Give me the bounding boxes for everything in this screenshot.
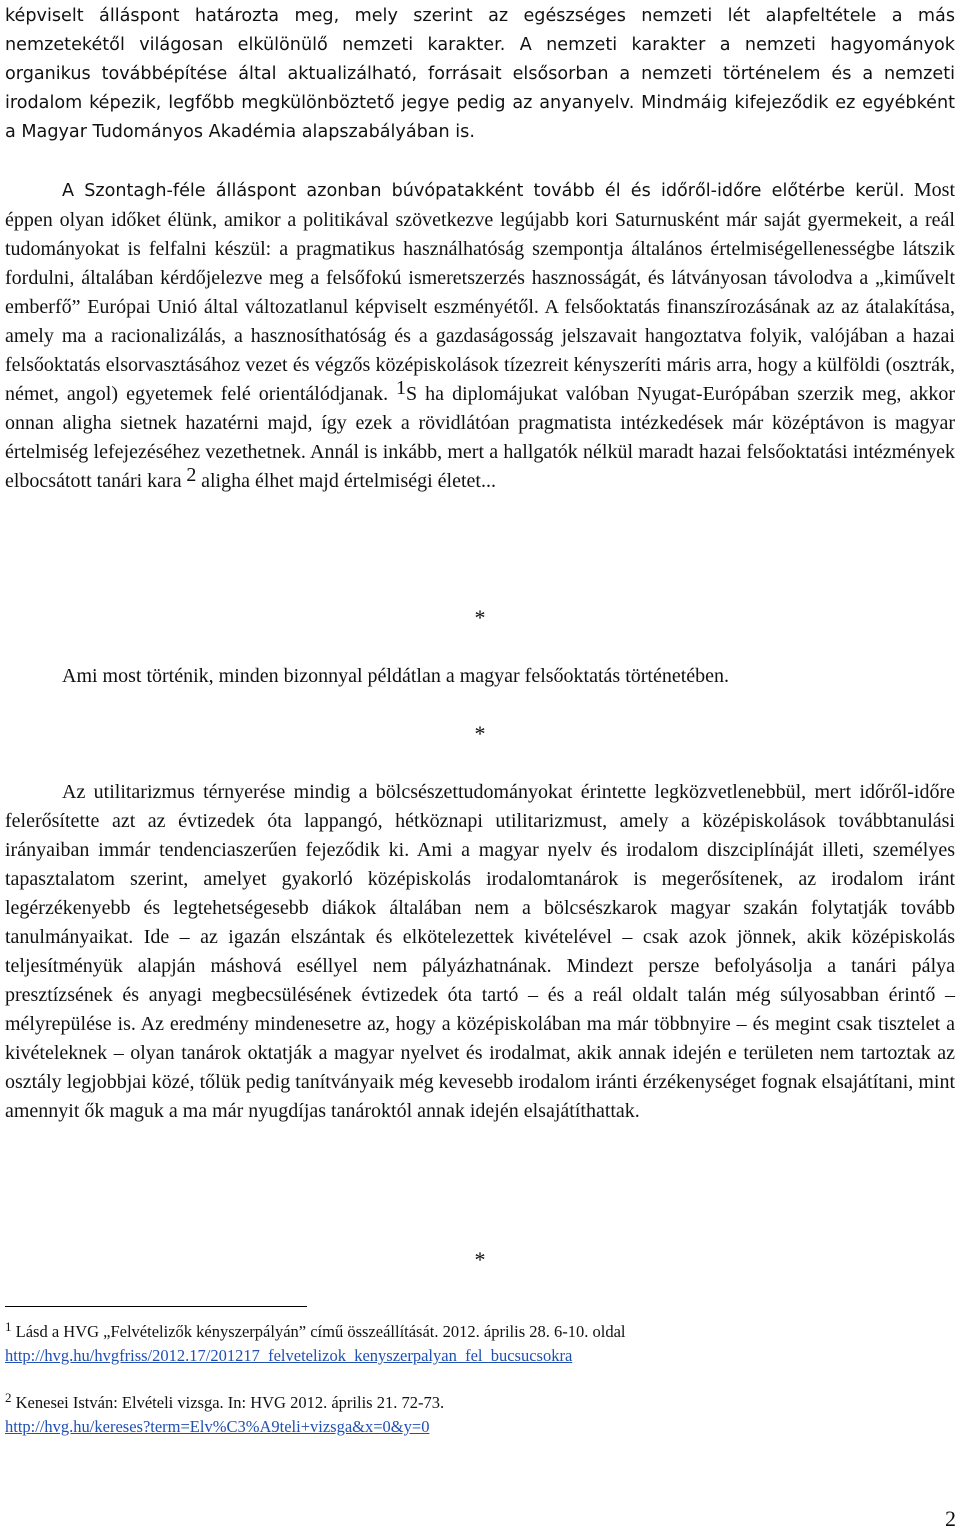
paragraph-2-sans-part: A Szontagh-féle álláspont azonban búvópatakként tovább él és időről-időre előtérbe kerül. xyxy=(62,181,905,201)
paragraph-2-serif-part: Most éppen olyan időket élünk, amikor a politikával szövetkezve legújabb kori Saturnusként már saját gyermekeit, a reál tudományokat is felfalni készül: a pragmatikus használhatóság szempontja általános értelmiségellenességbe látszik fordulni, általában kérdőjelezve meg a felsőfokú ismeretszerzés hasznosságát, és látványosan távolodva a „kiművelt emberfő” Európai Unió által változatlanul képviselt eszményétől. A felsőoktatás finanszírozásának az az átalakítása, amely ma a racionalizálás, a hasznosíthatóság és a gazdaságosság jelszavait hangoztatva folyik, valójában a hazai felsőoktatás elsorvasztásához vezet és végzős középiskolások tízezreit kényszeríti máris arra, hogy a külföldi (osztrák, német, angol) egyetemek felé orientálódjanak. xyxy=(5,179,955,405)
paragraph-2-continuation: S ha diplomájukat valóban Nyugat-Európában szerzik meg, akkor onnan aligha sietnek hazatérni majd, így ezek a rövidlátóan pragmatista intézkedések már középtávon is magyar értelmiség lefejezéséhez vezethetnek. Annál is inkább, mert a hallgatók nélkül maradt hazai felsőoktatási intézmények elbocsátott tanári kara xyxy=(5,383,955,492)
paragraph-1: képviselt álláspont határozta meg, mely szerint az egészséges nemzeti lét alapfeltétele a más nemzetekétől világosan elkülönülő nemzeti karakter. A nemzeti karakter a nemzeti hagyományok organikus továbbépítése által aktualizálható, forrásait elsősorban a nemzeti történelem és a nemzeti irodalom képezik, legfőbb megkülönböztető jegye pedig az anyanyelv. Mindmáig kifejeződik ez egyébként a Magyar Tudományos Akadémia alapszabályában is. xyxy=(5,6,955,142)
section-separator-1: * xyxy=(474,605,486,630)
footnote-ref-1: 1 xyxy=(395,377,406,399)
section-separator-3: * xyxy=(474,1247,486,1272)
paragraph-2-ending: aligha élhet majd értelmiségi életet... xyxy=(201,470,496,492)
footnote-2-link[interactable]: http://hvg.hu/kereses?term=Elv%C3%A9teli+vizsga&x=0&y=0 xyxy=(5,1417,430,1436)
footnote-2-text xyxy=(5,1391,945,1415)
footnote-1-text xyxy=(5,1320,945,1344)
footnote-divider xyxy=(5,1306,307,1307)
footnote-1-mark: 1 xyxy=(5,1319,12,1334)
footnote-2-citation: Kenesei István: Elvételi vizsga. In: HVG 2012. április 21. 72-73. xyxy=(15,1393,445,1412)
footnote-1-link[interactable]: http://hvg.hu/hvgfriss/2012.17/201217_felvetelizok_kenyszerpalyan_fel_bucsucsokra xyxy=(5,1346,573,1365)
paragraph-3: Ami most történik, minden bizonnyal példátlan a magyar felsőoktatás történetében. xyxy=(62,665,730,687)
footnote-2-mark: 2 xyxy=(5,1390,12,1405)
section-separator-2: * xyxy=(474,721,486,746)
footnote-ref-2: 2 xyxy=(186,464,197,486)
paragraph-4: Az utilitarizmus térnyerése mindig a bölcsészettudományokat érintette legközvetlenebbül, mert időről-időre felerősítette azt az évtizedek óta lappangó, hétköznapi utilitarizmust, amely a középiskolások továbbtanulási irányaiban immár tendenciaszerűen fejeződik ki. Ami a magyar nyelv és irodalom diszciplínáját illeti, személyes tapasztalatom szerint, amelyet gyakorló középiskolás irodalomtanárok is megerősítenek, az irodalom iránt legérzékenyebb és legtehetségesebb diákok általában nem a bölcsészkarok magyar szakán folytatják tovább tanulmányaikat. Ide – az igazán elszántak és elkötelezettek kivételével – csak azok jönnek, akik középiskolás teljesítményük alapján máshová eséllyel nem pályázhatnának. Mindezt persze befolyásolja a tanári pálya presztízsének és anyagi megbecsülésének évtizedek óta tartó – és a reál oldalt talán még súlyosabban érintő – mélyrepülése is. Az eredmény mindenesetre az, hogy a középiskolában ma már többnyire – és megint csak tisztelet a kivételeknek – olyan tanárok oktatják a magyar nyelvet és irodalmat, akik annak idején e területen nem tartoztak az osztály legjobbjai közé, tőlük pedig tanítványaik még kevesebb irodalom iránti érzékenységet fognak elsajátítani, mint amennyit ők maguk a ma már nyugdíjas tanároktól annak idején elsajátíthattak. xyxy=(5,781,955,1122)
page-number: 2 xyxy=(945,1506,956,1531)
footnote-1 xyxy=(5,1320,945,1368)
footnote-1-citation: Lásd a HVG „Felvételizők kényszerpályán” című összeállítását. 2012. április 28. 6-10. oldal xyxy=(15,1322,626,1341)
paragraph-2 xyxy=(5,176,955,496)
footnote-2 xyxy=(5,1391,945,1439)
